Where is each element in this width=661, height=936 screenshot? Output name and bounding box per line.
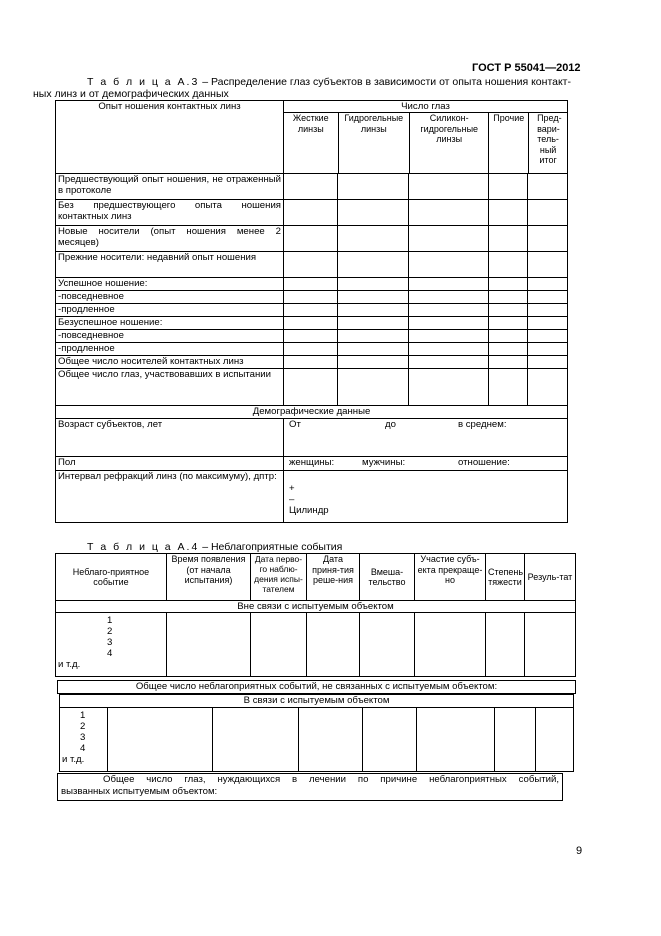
age-average: в среднем: xyxy=(458,419,507,430)
refraction-plus: + xyxy=(289,483,295,494)
table3-caption-label: Т а б л и ц а А.3 xyxy=(87,76,200,88)
row-label: Предшествующий опыт ношения, не отраженный в протоколе xyxy=(56,174,284,200)
col-participation-stopped: Участие субъ-екта прекраще-но xyxy=(415,554,486,601)
table3 xyxy=(55,100,568,523)
row-label: Общее число глаз, участвовавших в испытании xyxy=(56,369,284,406)
sex-ratio: отношение: xyxy=(458,457,510,468)
refraction-minus: – xyxy=(289,494,295,505)
eyes-count-title: Число глаз xyxy=(284,101,567,113)
age-to: до xyxy=(385,419,396,430)
sex-values xyxy=(284,457,568,471)
col-onset-time: Время появления (от начала испытания) xyxy=(167,554,251,601)
col-subtotal: Пред-вари-тель-ный итог xyxy=(537,113,562,165)
refraction-values xyxy=(284,471,568,523)
table3-caption-line2: ных линз и от демографических данных xyxy=(33,88,229,100)
row-label: Прежние носители: недавний опыт ношения xyxy=(56,252,284,278)
related-event-numbers xyxy=(60,708,108,772)
table4-caption xyxy=(87,541,342,553)
row-label: -продленное xyxy=(56,343,284,356)
total-related xyxy=(57,773,563,801)
col-event: Неблаго-приятное событие xyxy=(56,554,167,601)
total-related-line2: вызванных испытуемым объектом: xyxy=(61,786,218,797)
col-experience-header: Опыт ношения контактных линз xyxy=(56,101,284,174)
col-other: Прочие xyxy=(489,113,529,173)
event-etc: и т.д. xyxy=(58,659,81,670)
row-label: Безуспешное ношение: xyxy=(56,317,284,330)
row-label: -повседневное xyxy=(56,330,284,343)
table4 xyxy=(55,553,576,677)
event-etc: и т.д. xyxy=(62,754,85,765)
total-related-line1: Общее число глаз, нуждающихся в лечении по причине неблагоприятных событий, xyxy=(103,774,559,785)
event-number: 1 xyxy=(80,710,86,721)
table4-caption-label: Т а б л и ц а А.4 xyxy=(87,541,200,553)
event-number: 2 xyxy=(80,721,86,732)
row-label: -продленное xyxy=(56,304,284,317)
row-label: Общее число носителей контактных линз xyxy=(56,356,284,369)
event-number: 4 xyxy=(80,743,86,754)
sex-label: Пол xyxy=(56,457,284,471)
refraction-cylinder: Цилиндр xyxy=(289,505,329,516)
col-severity: Степень тяжести xyxy=(486,554,525,601)
table3-caption-text: – Распределение глаз субъектов в зависимости от опыта ношения контакт- xyxy=(199,76,571,88)
event-number: 1 xyxy=(107,615,113,626)
section-unrelated: Вне связи с испытуемым объектом xyxy=(56,601,576,613)
age-values xyxy=(284,419,568,457)
row-label: Успешное ношение: xyxy=(56,278,284,291)
page-number: 9 xyxy=(576,845,583,857)
sex-men: мужчины: xyxy=(362,457,406,468)
row-label: Без предшествующего опыта ношения контактных линз xyxy=(56,200,284,226)
col-hydrogel: Гидрогельные линзы xyxy=(339,113,410,173)
event-number: 4 xyxy=(107,648,113,659)
col-decision-date: Дата приня-тия реше-ния xyxy=(307,554,360,601)
total-unrelated: Общее число неблагоприятных событий, не связанных с испытуемым объектом: xyxy=(57,680,576,694)
event-number: 2 xyxy=(107,626,113,637)
table4-related xyxy=(59,694,574,772)
refraction-label: Интервал рефракций линз (по максимуму), дптр: xyxy=(56,471,284,523)
document-code: ГОСТ Р 55041—2012 xyxy=(472,62,581,74)
table4-caption-text: – Неблагоприятные события xyxy=(199,541,343,553)
row-label: Новые носители (опыт ношения менее 2 месяцев) xyxy=(56,226,284,252)
col-result: Резуль-тат xyxy=(525,554,576,601)
col-silicone: Силикон-гидрогельные линзы xyxy=(410,113,489,173)
table3-caption xyxy=(87,76,587,88)
row-label: -повседневное xyxy=(56,291,284,304)
col-first-observed: Дата перво-го наблю-дения испы-тателем xyxy=(251,554,307,601)
age-label: Возраст субъектов, лет xyxy=(56,419,284,457)
event-number: 3 xyxy=(107,637,113,648)
col-intervention: Вмеша-тельство xyxy=(360,554,415,601)
eyes-header xyxy=(284,101,568,174)
event-numbers xyxy=(56,613,167,677)
age-from: От xyxy=(289,419,301,430)
sex-women: женщины: xyxy=(289,457,335,468)
section-related: В связи с испытуемым объектом xyxy=(60,695,574,708)
event-number: 3 xyxy=(80,732,86,743)
col-rigid: Жесткие линзы xyxy=(284,113,339,173)
demographics-title: Демографические данные xyxy=(56,406,568,419)
